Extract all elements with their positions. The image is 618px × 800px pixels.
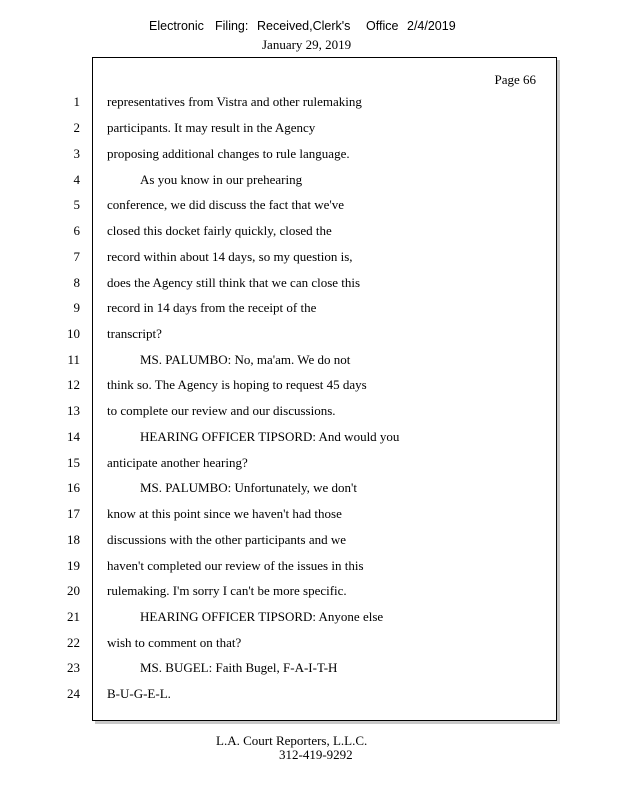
transcript-line [0, 350, 618, 370]
transcript-line [0, 530, 618, 550]
line-number: 2 [73, 120, 80, 135]
line-number: 7 [73, 249, 80, 264]
line-text: record in 14 days from the receipt of the [107, 300, 317, 315]
line-text: MS. PALUMBO: No, ma'am. We do not [140, 352, 351, 367]
transcript-line [0, 427, 618, 447]
stamp-word-received-clerks: Received,Clerk's [257, 19, 351, 33]
transcript-line [0, 247, 618, 267]
transcript-line [0, 478, 618, 498]
transcript-line [0, 453, 618, 473]
line-text: MS. PALUMBO: Unfortunately, we don't [140, 480, 357, 495]
transcript-line [0, 375, 618, 395]
line-number: 18 [67, 532, 80, 547]
stamp-word-electronic: Electronic [149, 19, 204, 33]
line-text: wish to comment on that? [107, 635, 242, 650]
transcript-line [0, 170, 618, 190]
line-text: know at this point since we haven't had those [107, 506, 342, 521]
line-number: 12 [67, 377, 80, 392]
transcript-line [0, 92, 618, 112]
line-number: 15 [67, 455, 80, 470]
line-text: closed this docket fairly quickly, closed the [107, 223, 332, 238]
page-number: Page 66 [494, 72, 536, 87]
reporter-company: L.A. Court Reporters, L.L.C. [216, 733, 368, 748]
line-text: does the Agency still think that we can close this [107, 275, 361, 290]
line-number: 1 [73, 94, 80, 109]
line-text: transcript? [107, 326, 162, 341]
stamp-word-office: Office [366, 19, 399, 33]
line-text: to complete our review and our discussions. [107, 403, 336, 418]
line-text: record within about 14 days, so my question is, [107, 249, 353, 264]
line-text: B-U-G-E-L. [107, 686, 171, 701]
transcript-line [0, 324, 618, 344]
transcript-line [0, 298, 618, 318]
line-text: conference, we did discuss the fact that we've [107, 197, 344, 212]
line-number: 9 [73, 300, 80, 315]
transcript-line [0, 118, 618, 138]
transcript-date: January 29, 2019 [262, 37, 352, 52]
line-number: 10 [67, 326, 80, 341]
transcript-line [0, 633, 618, 653]
line-text: participants. It may result in the Agency [107, 120, 316, 135]
line-number: 13 [67, 403, 80, 418]
line-text: proposing additional changes to rule language. [107, 146, 350, 161]
reporter-phone: 312-419-9292 [279, 747, 353, 762]
line-number: 20 [67, 583, 80, 598]
line-number: 22 [67, 635, 80, 650]
line-text: rulemaking. I'm sorry I can't be more specific. [107, 583, 347, 598]
stamp-date: 2/4/2019 [407, 19, 456, 33]
line-text: HEARING OFFICER TIPSORD: Anyone else [140, 609, 384, 624]
transcript-line [0, 556, 618, 576]
line-text: HEARING OFFICER TIPSORD: And would you [140, 429, 400, 444]
line-text: MS. BUGEL: Faith Bugel, F-A-I-T-H [140, 660, 338, 675]
line-number: 8 [73, 275, 80, 290]
line-text: haven't completed our review of the issues in this [107, 558, 364, 573]
line-number: 24 [67, 686, 80, 701]
transcript-line [0, 607, 618, 627]
transcript-line [0, 684, 618, 704]
transcript-line [0, 658, 618, 678]
line-number: 3 [73, 146, 80, 161]
transcript-line [0, 144, 618, 164]
transcript-line [0, 504, 618, 524]
line-number: 11 [67, 352, 80, 367]
line-number: 17 [67, 506, 80, 521]
line-number: 14 [67, 429, 80, 444]
line-text: think so. The Agency is hoping to request 45 days [107, 377, 367, 392]
line-text: discussions with the other participants and we [107, 532, 347, 547]
transcript-line [0, 581, 618, 601]
stamp-word-filing: Filing: [215, 19, 249, 33]
line-text: representatives from Vistra and other rulemaking [107, 94, 362, 109]
line-number: 21 [67, 609, 80, 624]
line-number: 23 [67, 660, 80, 675]
line-number: 5 [73, 197, 80, 212]
line-number: 16 [67, 480, 80, 495]
line-text: As you know in our prehearing [140, 172, 303, 187]
line-text: anticipate another hearing? [107, 455, 248, 470]
transcript-line [0, 221, 618, 241]
line-number: 19 [67, 558, 80, 573]
line-number: 4 [73, 172, 80, 187]
line-number: 6 [73, 223, 80, 238]
transcript-line [0, 273, 618, 293]
transcript-line [0, 401, 618, 421]
transcript-line [0, 195, 618, 215]
